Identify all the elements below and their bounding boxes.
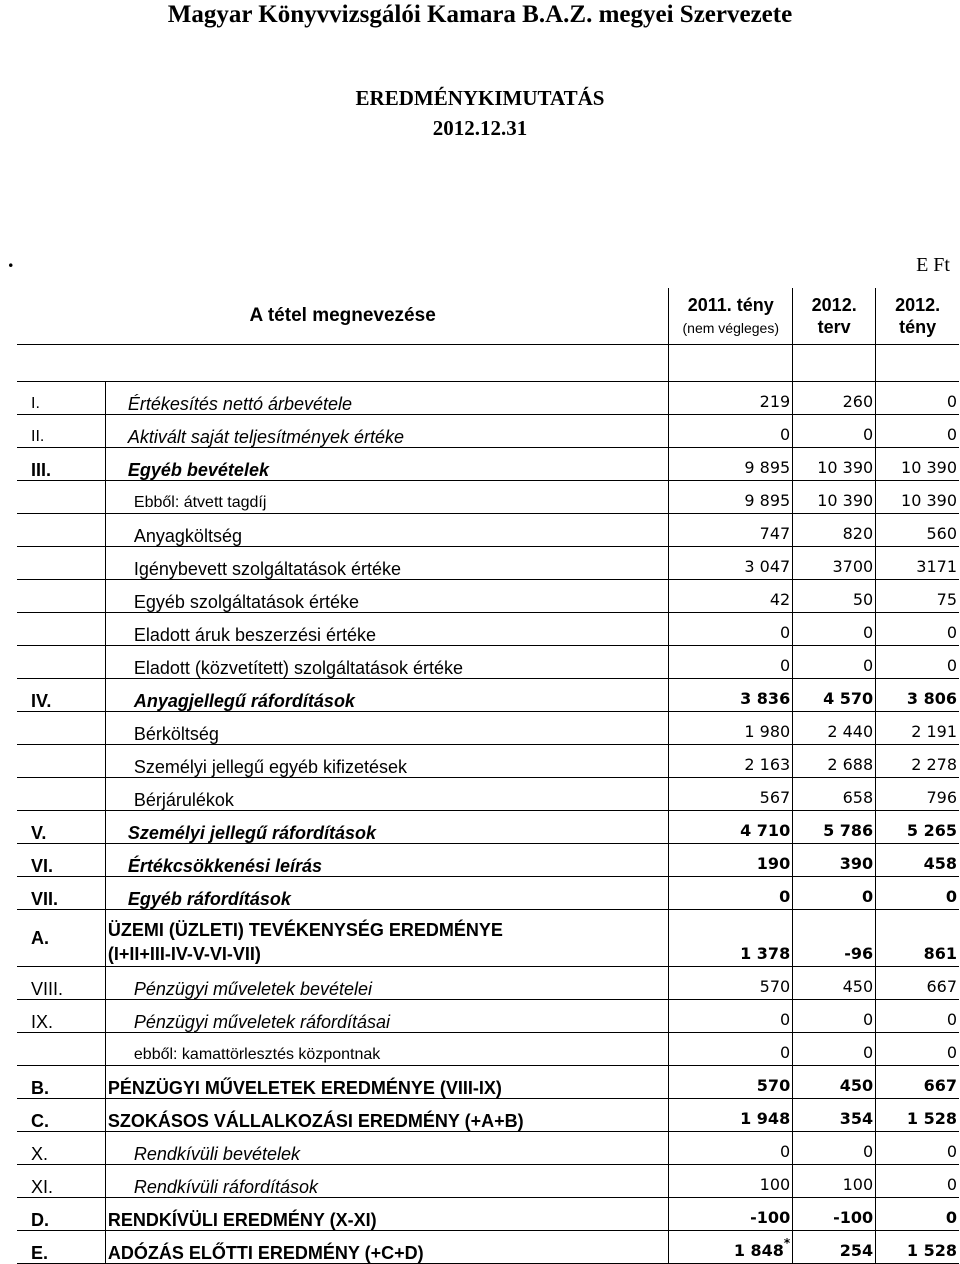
value-text: 390	[839, 854, 874, 873]
row-number	[17, 580, 105, 613]
table-row	[17, 514, 959, 547]
table-row	[17, 844, 959, 877]
row-number	[17, 613, 105, 646]
value-v3	[876, 910, 959, 967]
value-text: 100	[842, 1175, 874, 1194]
value-text: 0	[862, 1142, 874, 1161]
row-label: Értékesítés nettó árbevétele	[105, 382, 668, 415]
table-row	[17, 382, 959, 415]
value-v1	[669, 1000, 793, 1033]
row-label: Anyagjellegű ráfordítások	[105, 679, 668, 712]
value-v3	[876, 448, 959, 481]
value-v3	[876, 1066, 959, 1099]
value-v2	[793, 580, 876, 613]
row-label: Egyéb bevételek	[105, 448, 668, 481]
value-v2	[793, 1165, 876, 1198]
value-text: 3 836	[740, 689, 791, 708]
organization-title: Magyar Könyvvizsgálói Kamara B.A.Z. megyei Szervezete	[167, 1, 793, 28]
value-v2	[793, 1198, 876, 1231]
row-label: Rendkívüli ráfordítások	[105, 1165, 668, 1198]
table-row	[17, 967, 959, 1000]
table-row	[17, 877, 959, 910]
value-text: 1 848	[733, 1241, 784, 1260]
table-row	[17, 1000, 959, 1033]
value-v3	[876, 1000, 959, 1033]
value-v3	[876, 646, 959, 679]
row-number	[17, 646, 105, 679]
value-text: 0	[780, 656, 791, 675]
table-row	[17, 613, 959, 646]
row-label: PÉNZÜGYI MŰVELETEK EREDMÉNYE (VIII-IX)	[105, 1066, 668, 1099]
value-v3	[876, 547, 959, 580]
value-text: 0	[862, 887, 874, 906]
currency-unit: E Ft	[916, 254, 950, 276]
value-text: 0	[862, 425, 874, 444]
row-label-line2: (I+II+III-IV-V-VI-VII)	[107, 944, 261, 964]
table-row	[17, 1099, 959, 1132]
table-row	[17, 778, 959, 811]
column-header-2011-line2: (nem végleges)	[682, 319, 779, 336]
value-text: 2 440	[827, 722, 874, 741]
value-text: 190	[756, 854, 791, 873]
value-text: 0	[862, 1043, 874, 1062]
column-header-2012-actual	[876, 288, 959, 345]
value-v2	[793, 877, 876, 910]
value-v1	[669, 1066, 793, 1099]
value-v3	[876, 613, 959, 646]
value-v1	[669, 580, 793, 613]
value-v2	[793, 745, 876, 778]
row-label-line1: ÜZEMI (ÜZLETI) TEVÉKENYSÉG EREDMÉNYE	[107, 920, 503, 940]
row-number: VI.	[17, 844, 105, 877]
value-v3	[876, 1132, 959, 1165]
value-v2	[793, 415, 876, 448]
table-header-row	[17, 288, 959, 345]
value-v2	[793, 1066, 876, 1099]
value-text: 3171	[916, 557, 957, 576]
value-text: 5 265	[906, 821, 957, 840]
row-label: Eladott áruk beszerzési értéke	[105, 613, 668, 646]
value-v2	[793, 778, 876, 811]
column-header-2012-plan-line2: terv	[817, 317, 851, 337]
value-v3	[876, 967, 959, 1000]
row-number: D.	[17, 1198, 105, 1231]
value-text: 10 390	[901, 458, 957, 477]
row-number: A.	[17, 910, 105, 967]
value-text: 667	[926, 977, 957, 996]
value-v2	[793, 613, 876, 646]
column-header-2011-line1: 2011. tény	[687, 294, 774, 315]
table-row	[17, 1132, 959, 1165]
table-row	[17, 1066, 959, 1099]
value-v3	[876, 1099, 959, 1132]
row-label: Ebből: átvett tagdíj	[105, 481, 668, 514]
column-header-2012-plan-line1: 2012.	[811, 295, 857, 315]
value-text: 75	[936, 590, 957, 609]
row-number: C.	[17, 1099, 105, 1132]
value-text: 3 047	[744, 557, 791, 576]
row-label: Értékcsökkenési leírás	[105, 844, 668, 877]
value-text: 0	[946, 656, 957, 675]
value-text: 0	[946, 425, 957, 444]
value-v2	[793, 514, 876, 547]
value-text: 260	[842, 392, 874, 411]
value-text: -100	[833, 1208, 874, 1227]
value-text: 0	[862, 656, 874, 675]
value-text: 1 948	[740, 1109, 791, 1128]
value-text: 0	[946, 1142, 957, 1161]
value-text: 0	[780, 1142, 791, 1161]
value-v3	[876, 877, 959, 910]
value-v2	[793, 1033, 876, 1066]
value-v1	[669, 967, 793, 1000]
footnote-marker: *	[783, 1236, 791, 1250]
row-label: SZOKÁSOS VÁLLALKOZÁSI EREDMÉNY (+A+B)	[105, 1099, 668, 1132]
value-text: 10 390	[901, 491, 957, 510]
row-number	[17, 778, 105, 811]
report-date: 2012.12.31	[432, 116, 528, 140]
report-title: EREDMÉNYKIMUTATÁS	[355, 86, 605, 110]
value-text: 458	[923, 854, 957, 873]
row-number	[17, 745, 105, 778]
row-number	[17, 712, 105, 745]
value-text: 0	[780, 1043, 791, 1062]
value-v3	[876, 745, 959, 778]
value-text: 0	[945, 887, 957, 906]
value-v3	[876, 778, 959, 811]
income-statement-table	[17, 288, 959, 1264]
value-v1	[669, 844, 793, 877]
value-text: 861	[923, 944, 957, 963]
value-v1	[669, 910, 793, 967]
value-v2	[793, 448, 876, 481]
value-v3	[876, 1033, 959, 1066]
column-header-2011	[669, 288, 793, 345]
value-text: 0	[946, 1010, 957, 1029]
value-v1	[669, 514, 793, 547]
value-v3	[876, 811, 959, 844]
value-v1	[669, 1033, 793, 1066]
table-row	[17, 646, 959, 679]
value-v2	[793, 1000, 876, 1033]
value-text: 450	[839, 1076, 874, 1095]
row-number: VIII.	[17, 967, 105, 1000]
value-v2	[793, 844, 876, 877]
value-v1	[669, 1132, 793, 1165]
value-text: 2 163	[744, 755, 791, 774]
value-text: 0	[946, 1175, 957, 1194]
value-v2	[793, 712, 876, 745]
value-text: 1 528	[906, 1241, 957, 1260]
value-text: 658	[842, 788, 874, 807]
value-text: 560	[926, 524, 957, 543]
value-text: 667	[923, 1076, 957, 1095]
row-number: XI.	[17, 1165, 105, 1198]
row-number: III.	[17, 448, 105, 481]
value-v1	[669, 1198, 793, 1231]
value-v1	[669, 811, 793, 844]
value-v1	[669, 679, 793, 712]
value-text: 100	[759, 1175, 791, 1194]
value-text: 2 191	[911, 722, 957, 741]
row-label: Egyéb szolgáltatások értéke	[105, 580, 668, 613]
value-text: 450	[842, 977, 874, 996]
value-text: 0	[779, 887, 791, 906]
value-text: -96	[844, 944, 874, 963]
value-text: 820	[842, 524, 874, 543]
value-v1	[669, 646, 793, 679]
value-v3	[876, 1165, 959, 1198]
table-row	[17, 1165, 959, 1198]
row-label: Bérjárulékok	[105, 778, 668, 811]
value-text: 0	[780, 623, 791, 642]
table-row	[17, 481, 959, 514]
value-v1	[669, 745, 793, 778]
value-v1	[669, 1099, 793, 1132]
value-v3	[876, 1231, 959, 1264]
row-number: B.	[17, 1066, 105, 1099]
column-header-2012-actual-line1: 2012.	[895, 295, 941, 315]
value-v2	[793, 679, 876, 712]
value-text: 0	[945, 1208, 957, 1227]
column-header-2012-actual-line2: tény	[899, 317, 937, 337]
value-text: 0	[780, 425, 791, 444]
value-v2	[793, 811, 876, 844]
value-v3	[876, 712, 959, 745]
value-v3	[876, 382, 959, 415]
value-text: 219	[759, 392, 791, 411]
value-text: 2 688	[827, 755, 874, 774]
row-label: Pénzügyi műveletek bevételei	[105, 967, 668, 1000]
table-row	[17, 679, 959, 712]
value-v3	[876, 481, 959, 514]
value-text: 354	[839, 1109, 874, 1128]
table-row	[17, 580, 959, 613]
value-text: 10 390	[817, 458, 874, 477]
row-number: IX.	[17, 1000, 105, 1033]
value-text: 5 786	[823, 821, 874, 840]
value-v1	[669, 448, 793, 481]
table-row	[17, 415, 959, 448]
value-text: 42	[769, 590, 791, 609]
row-number: X.	[17, 1132, 105, 1165]
value-text: 1 378	[740, 944, 791, 963]
value-v3	[876, 1198, 959, 1231]
table-row	[17, 910, 959, 967]
row-label: Bérköltség	[105, 712, 668, 745]
value-v2	[793, 967, 876, 1000]
value-text: 2 278	[911, 755, 957, 774]
value-text: 0	[946, 1043, 957, 1062]
row-number: I.	[17, 382, 105, 415]
row-number: IV.	[17, 679, 105, 712]
row-label: Személyi jellegű ráfordítások	[105, 811, 668, 844]
value-v2	[793, 1132, 876, 1165]
row-label: Eladott (közvetített) szolgáltatások értéke	[105, 646, 668, 679]
column-header-2012-plan	[793, 288, 876, 345]
row-number: E.	[17, 1231, 105, 1264]
value-text: 0	[862, 1010, 874, 1029]
value-v2	[793, 1231, 876, 1264]
value-text: 570	[759, 977, 791, 996]
value-v3	[876, 415, 959, 448]
row-label: Pénzügyi műveletek ráfordításai	[105, 1000, 668, 1033]
row-number	[17, 481, 105, 514]
row-number: V.	[17, 811, 105, 844]
value-text: 50	[852, 590, 874, 609]
row-label: Rendkívüli bevételek	[105, 1132, 668, 1165]
row-label: ADÓZÁS ELŐTTI EREDMÉNY (+C+D)	[105, 1231, 668, 1264]
value-v1	[669, 1231, 793, 1264]
column-header-item: A tétel megnevezése	[17, 288, 669, 345]
value-v3	[876, 580, 959, 613]
value-v1	[669, 481, 793, 514]
value-text: 4 710	[740, 821, 791, 840]
table-row	[17, 811, 959, 844]
table-row	[17, 1231, 959, 1264]
table-row	[17, 1198, 959, 1231]
value-v1	[669, 415, 793, 448]
spacer-row	[17, 345, 959, 382]
table-row	[17, 745, 959, 778]
value-text: 9 895	[744, 458, 791, 477]
value-text: -100	[750, 1208, 791, 1227]
row-label	[105, 910, 668, 967]
value-text: 1 980	[744, 722, 791, 741]
value-text: 4 570	[823, 689, 874, 708]
row-label: Személyi jellegű egyéb kifizetések	[105, 745, 668, 778]
table-row	[17, 448, 959, 481]
table-row	[17, 547, 959, 580]
value-v1	[669, 877, 793, 910]
value-text: 254	[839, 1241, 874, 1260]
row-number	[17, 514, 105, 547]
value-v3	[876, 679, 959, 712]
value-text: 747	[759, 524, 791, 543]
value-text: 3 806	[906, 689, 957, 708]
stray-dot: .	[8, 247, 14, 272]
table-row	[17, 712, 959, 745]
value-text: 0	[946, 392, 957, 411]
value-text: 796	[926, 788, 957, 807]
value-text: 567	[759, 788, 791, 807]
value-v2	[793, 1099, 876, 1132]
row-number	[17, 1033, 105, 1066]
row-label: ebből: kamattörlesztés központnak	[105, 1033, 668, 1066]
value-v3	[876, 844, 959, 877]
value-text: 10 390	[817, 491, 874, 510]
value-text: 0	[946, 623, 957, 642]
value-v2	[793, 547, 876, 580]
row-label: Anyagköltség	[105, 514, 668, 547]
row-label: Egyéb ráfordítások	[105, 877, 668, 910]
row-number	[17, 547, 105, 580]
value-v1	[669, 712, 793, 745]
value-v2	[793, 646, 876, 679]
value-text: 0	[862, 623, 874, 642]
value-text: 570	[756, 1076, 791, 1095]
value-v1	[669, 382, 793, 415]
value-text: 0	[780, 1010, 791, 1029]
value-v1	[669, 613, 793, 646]
value-v2	[793, 481, 876, 514]
value-v1	[669, 1165, 793, 1198]
table-row	[17, 1033, 959, 1066]
row-label: RENDKÍVÜLI EREDMÉNY (X-XI)	[105, 1198, 668, 1231]
row-number: VII.	[17, 877, 105, 910]
value-v3	[876, 514, 959, 547]
value-v1	[669, 547, 793, 580]
value-v1	[669, 778, 793, 811]
value-text: 1 528	[906, 1109, 957, 1128]
row-label: Igénybevett szolgáltatások értéke	[105, 547, 668, 580]
value-v2	[793, 910, 876, 967]
row-number: II.	[17, 415, 105, 448]
value-text: 3700	[832, 557, 874, 576]
value-v2	[793, 382, 876, 415]
value-text: 9 895	[744, 491, 791, 510]
row-label: Aktivált saját teljesítmények értéke	[105, 415, 668, 448]
